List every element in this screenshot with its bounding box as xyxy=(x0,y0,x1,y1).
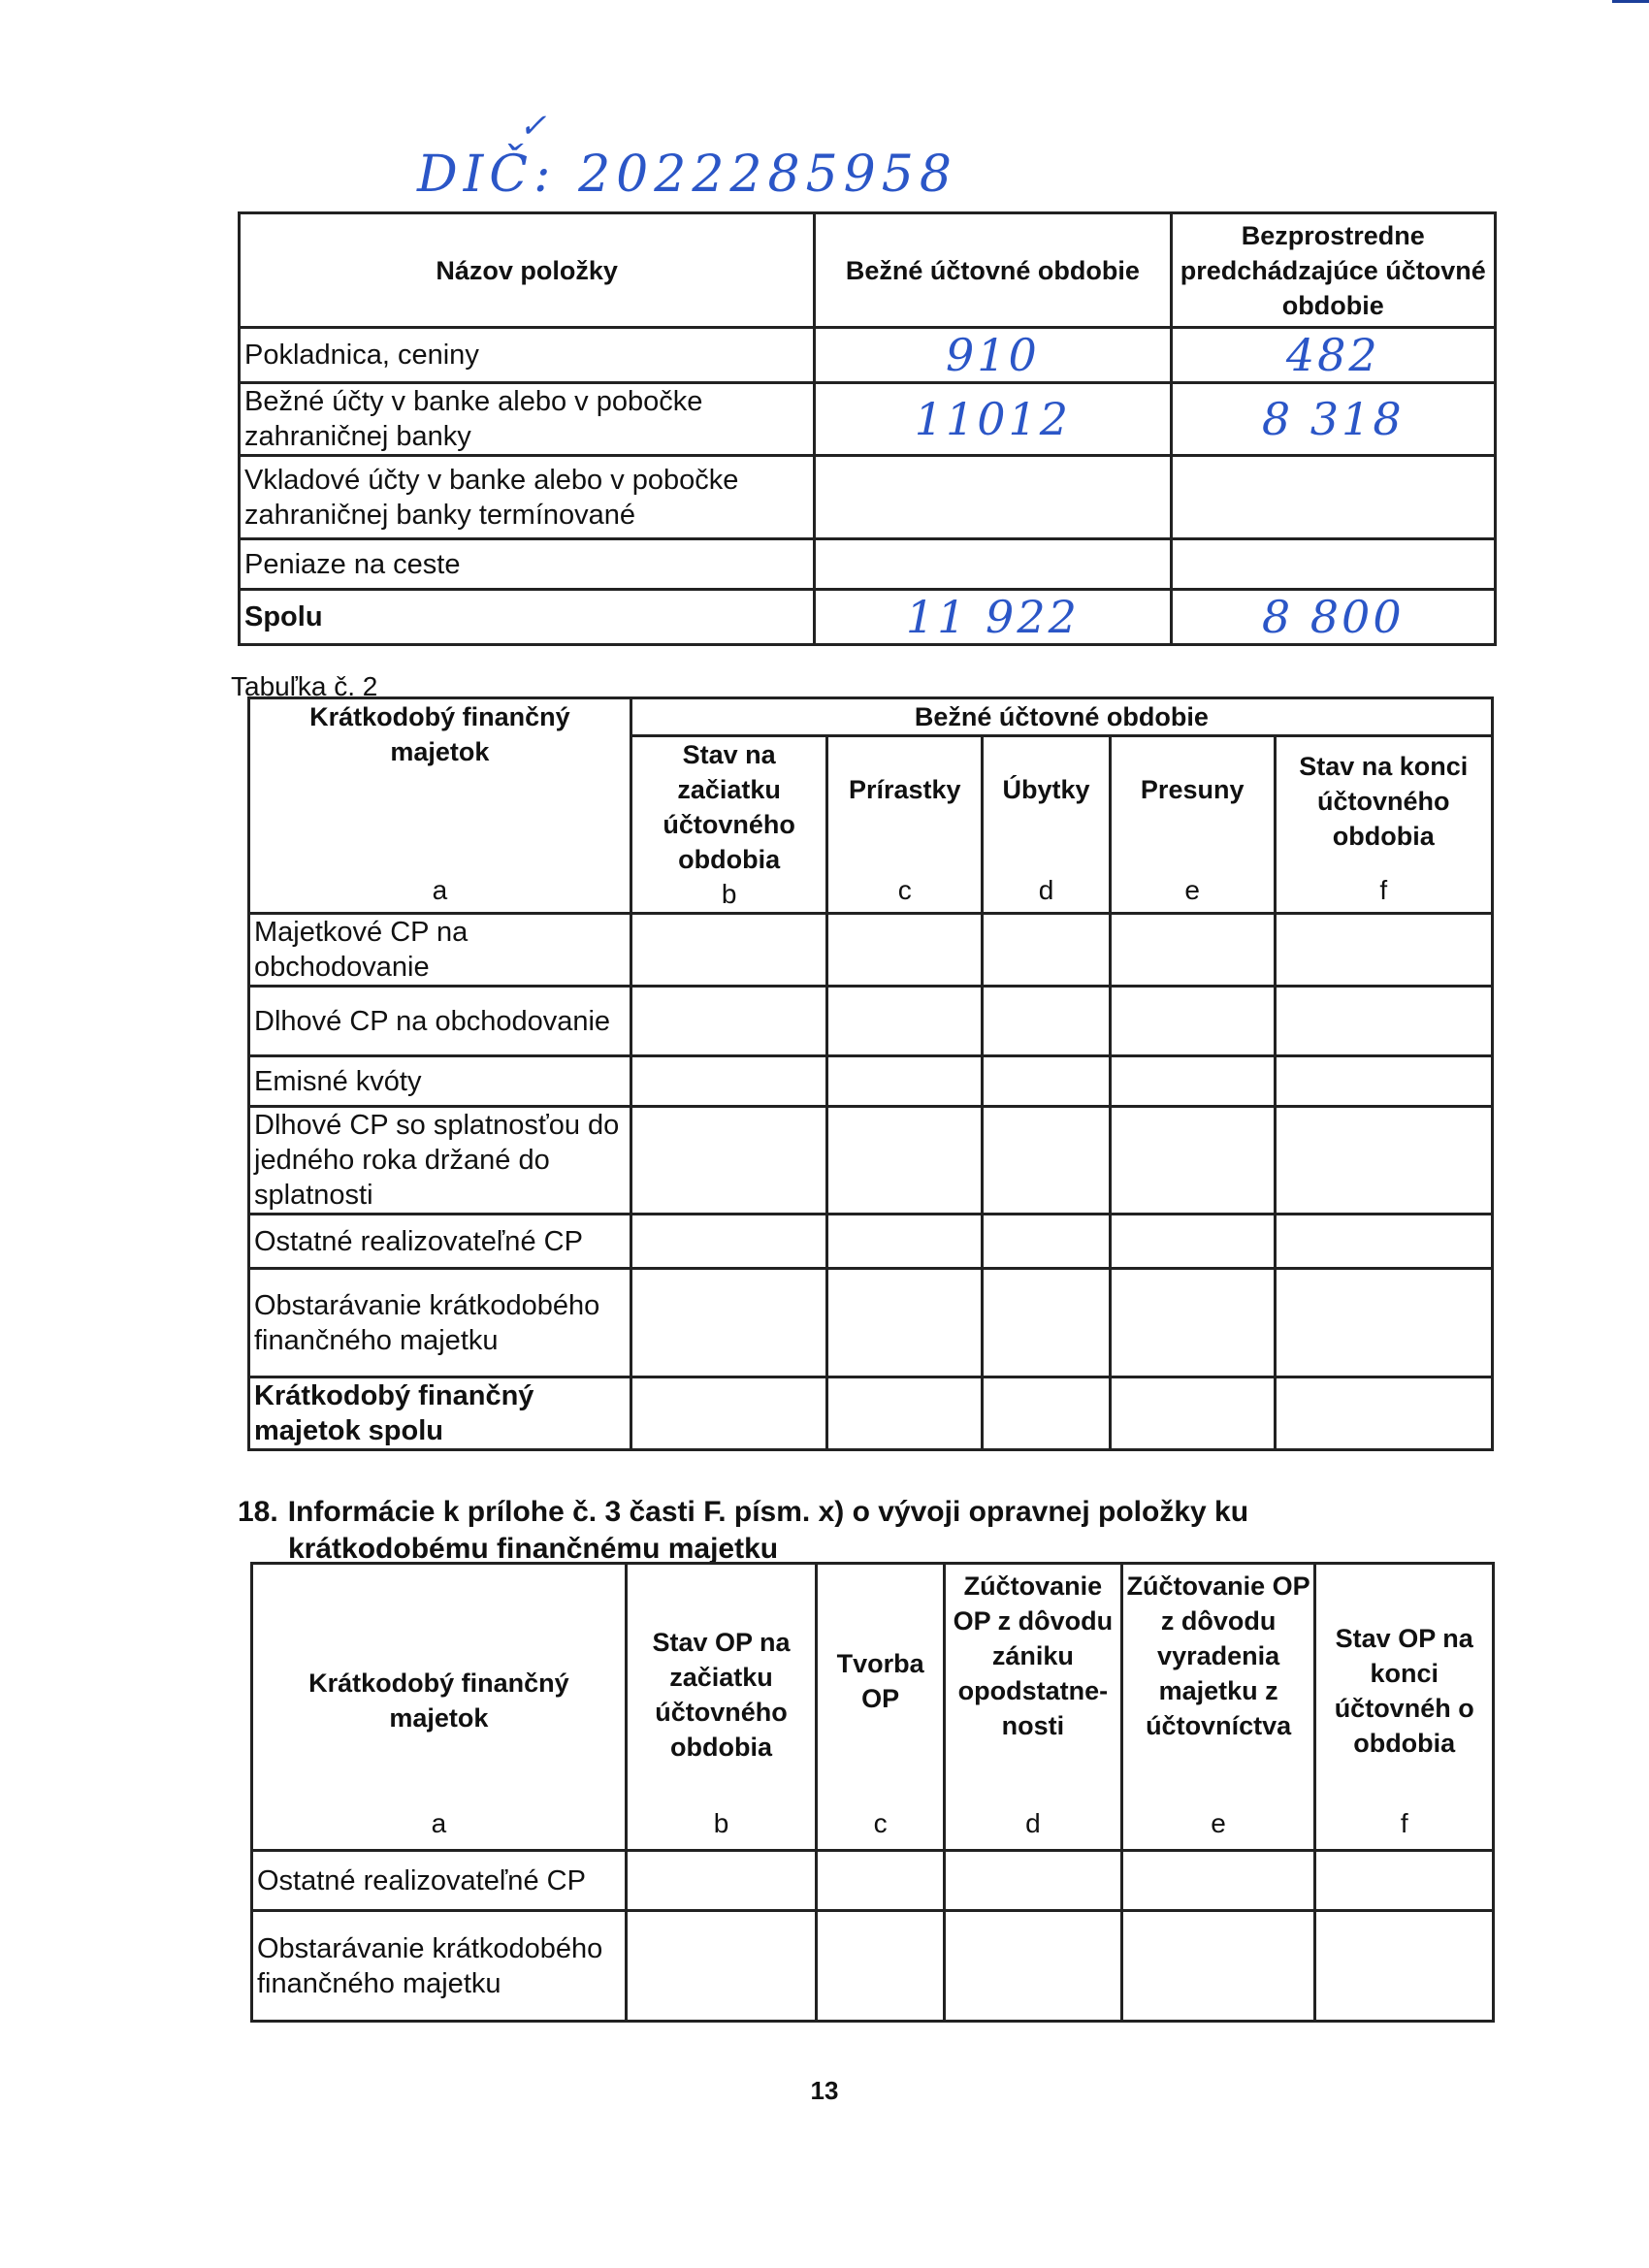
empty-cell xyxy=(1171,456,1496,539)
row-label: Peniaze na ceste xyxy=(240,539,815,590)
empty-cell xyxy=(983,1107,1111,1215)
col-letter-c: c xyxy=(897,875,912,905)
row-label: Ostatné realizovateľné CP xyxy=(252,1851,627,1911)
empty-cell xyxy=(1121,1911,1315,2022)
page-number: 13 xyxy=(810,2076,839,2105)
handwritten-value: 910 xyxy=(815,328,1171,383)
header-koniec-text: Stav na konci účtovného obdobia xyxy=(1299,752,1469,851)
empty-cell xyxy=(1315,1911,1494,2022)
empty-cell xyxy=(626,1911,817,2022)
empty-cell xyxy=(630,987,827,1056)
section-title-line2: krátkodobému finančnému majetku xyxy=(288,1533,779,1565)
table-row xyxy=(249,914,1493,987)
row-label: Dlhové CP na obchodovanie xyxy=(249,987,631,1056)
row-label: Dlhové CP so splatnosťou do jedného roka držané do splatnosti xyxy=(249,1107,631,1215)
empty-cell xyxy=(1275,1056,1492,1107)
empty-cell xyxy=(1110,1269,1275,1377)
handwritten-value: 482 xyxy=(1171,328,1496,383)
empty-cell xyxy=(1275,1269,1492,1377)
empty-cell xyxy=(983,1377,1111,1450)
empty-cell xyxy=(630,914,827,987)
empty-cell xyxy=(983,1215,1111,1269)
empty-cell xyxy=(626,1851,817,1911)
header-presuny xyxy=(1110,736,1275,914)
handwritten-value: 8 318 xyxy=(1171,383,1496,456)
header-first xyxy=(249,698,631,914)
header-vyradenie-text: Zúčtovanie OP z dôvodu vyradenia majetku z účtovníctva xyxy=(1126,1571,1310,1740)
empty-cell xyxy=(1110,914,1275,987)
table-row xyxy=(252,1911,1494,2022)
col-letter-d: d xyxy=(1038,875,1054,905)
header-first xyxy=(252,1564,627,1851)
section-18-heading xyxy=(238,1494,1499,1568)
handwritten-check-mark: ✓ xyxy=(519,107,547,146)
empty-cell xyxy=(630,1056,827,1107)
empty-cell xyxy=(944,1911,1121,2022)
cash-table-header xyxy=(240,213,1496,328)
empty-cell xyxy=(630,1215,827,1269)
row-label: Ostatné realizovateľné CP xyxy=(249,1215,631,1269)
header-stav-text: Stav OP na začiatku účtovného obdobia xyxy=(652,1628,791,1762)
header-first-text: Krátkodobý finančný majetok xyxy=(309,702,570,766)
table-row-total xyxy=(249,1377,1493,1450)
empty-cell xyxy=(827,1107,983,1215)
header-bezne-group: Bežné účtovné obdobie xyxy=(630,698,1492,736)
empty-cell xyxy=(1110,1056,1275,1107)
table-row xyxy=(249,987,1493,1056)
empty-cell xyxy=(1275,987,1492,1056)
col-letter-e: e xyxy=(1211,1808,1226,1838)
table-row xyxy=(240,456,1496,539)
row-label: Obstarávanie krátkodobého finančného majetku xyxy=(252,1911,627,2022)
col-letter-e: e xyxy=(1184,875,1200,905)
table2-caption: Tabuľka č. 2 xyxy=(231,671,378,701)
header-stav xyxy=(630,736,827,914)
empty-cell xyxy=(1121,1851,1315,1911)
table-row xyxy=(249,1107,1493,1215)
empty-cell xyxy=(1110,987,1275,1056)
table-row xyxy=(249,1056,1493,1107)
empty-cell xyxy=(1315,1851,1494,1911)
table-row xyxy=(249,1269,1493,1377)
empty-cell xyxy=(1110,1377,1275,1450)
header-zanik xyxy=(944,1564,1121,1851)
header-presuny-text: Presuny xyxy=(1140,775,1245,804)
row-label: Bežné účty v banke alebo v pobočke zahraničnej banky xyxy=(240,383,815,456)
short-term-assets-table xyxy=(247,697,1494,1451)
section-number: 18. xyxy=(238,1496,278,1528)
col-letter-c: c xyxy=(873,1808,888,1838)
empty-cell xyxy=(983,987,1111,1056)
row-label: Vkladové účty v banke alebo v pobočke zahraničnej banky termínované xyxy=(240,456,815,539)
header-ubytky-text: Úbytky xyxy=(1002,775,1090,804)
header-koniec xyxy=(1275,736,1492,914)
empty-cell xyxy=(827,914,983,987)
empty-cell xyxy=(827,1377,983,1450)
empty-cell xyxy=(983,1269,1111,1377)
header-tvorba-text: Tvorba OP xyxy=(836,1649,924,1713)
empty-cell xyxy=(983,1056,1111,1107)
allowance-table xyxy=(250,1562,1495,2023)
col-letter-b: b xyxy=(721,879,737,909)
row-label: Pokladnica, ceniny xyxy=(240,328,815,383)
empty-cell xyxy=(817,1911,945,2022)
col-letter-b: b xyxy=(713,1808,729,1838)
empty-cell xyxy=(1275,914,1492,987)
empty-cell xyxy=(817,1851,945,1911)
handwritten-value: 11 922 xyxy=(815,590,1171,645)
header-prirastky-text: Prírastky xyxy=(848,775,961,804)
header-stav xyxy=(626,1564,817,1851)
empty-cell xyxy=(1275,1377,1492,1450)
col-letter-a: a xyxy=(432,875,448,905)
row-label: Majetkové CP na obchodovanie xyxy=(249,914,631,987)
header-nazov: Názov položky xyxy=(240,213,815,328)
col-letter-f: f xyxy=(1400,1808,1408,1838)
col-letter-a: a xyxy=(431,1808,447,1838)
header-zanik-text: Zúčtovanie OP z dôvodu zániku opodstatne-nosti xyxy=(953,1571,1114,1740)
empty-cell xyxy=(827,1269,983,1377)
cash-table xyxy=(238,211,1497,646)
table-row xyxy=(252,1851,1494,1911)
empty-cell xyxy=(944,1851,1121,1911)
col-letter-f: f xyxy=(1379,875,1388,905)
empty-cell xyxy=(827,1215,983,1269)
empty-cell xyxy=(630,1377,827,1450)
row-label: Spolu xyxy=(240,590,815,645)
empty-cell xyxy=(1171,539,1496,590)
handwritten-dic: DIČ: 2022285958 xyxy=(417,146,957,204)
handwritten-value: 11012 xyxy=(815,383,1171,456)
header-predchadzajuce: Bezprostredne predchádzajúce účtovné obdobie xyxy=(1171,213,1496,328)
empty-cell xyxy=(1110,1107,1275,1215)
empty-cell xyxy=(1275,1107,1492,1215)
header-koniec-text: Stav OP na konci účtovnéh o obdobia xyxy=(1334,1624,1474,1758)
empty-cell xyxy=(815,456,1171,539)
empty-cell xyxy=(630,1107,827,1215)
table-row xyxy=(249,1215,1493,1269)
row-label: Obstarávanie krátkodobého finančného majetku xyxy=(249,1269,631,1377)
handwritten-value: 8 800 xyxy=(1171,590,1496,645)
row-label: Emisné kvóty xyxy=(249,1056,631,1107)
scan-corner-mark xyxy=(1612,0,1649,3)
header-bezne: Bežné účtovné obdobie xyxy=(815,213,1171,328)
empty-cell xyxy=(1110,1215,1275,1269)
header-vyradenie xyxy=(1121,1564,1315,1851)
empty-cell xyxy=(983,914,1111,987)
table-row xyxy=(240,328,1496,383)
header-koniec xyxy=(1315,1564,1494,1851)
header-first-text: Krátkodobý finančný majetok xyxy=(308,1669,569,1733)
empty-cell xyxy=(630,1269,827,1377)
empty-cell xyxy=(815,539,1171,590)
header-prirastky xyxy=(827,736,983,914)
section-title-line1: Informácie k prílohe č. 3 časti F. písm. x) o vývoji opravnej položky ku xyxy=(287,1496,1249,1528)
header-tvorba xyxy=(817,1564,945,1851)
empty-cell xyxy=(1275,1215,1492,1269)
empty-cell xyxy=(827,987,983,1056)
table-row xyxy=(240,383,1496,456)
row-label: Krátkodobý finančný majetok spolu xyxy=(249,1377,631,1450)
table-row-total xyxy=(240,590,1496,645)
table-row xyxy=(240,539,1496,590)
col-letter-d: d xyxy=(1025,1808,1041,1838)
header-ubytky xyxy=(983,736,1111,914)
empty-cell xyxy=(827,1056,983,1107)
header-stav-text: Stav na začiatku účtovného obdobia xyxy=(663,740,795,874)
